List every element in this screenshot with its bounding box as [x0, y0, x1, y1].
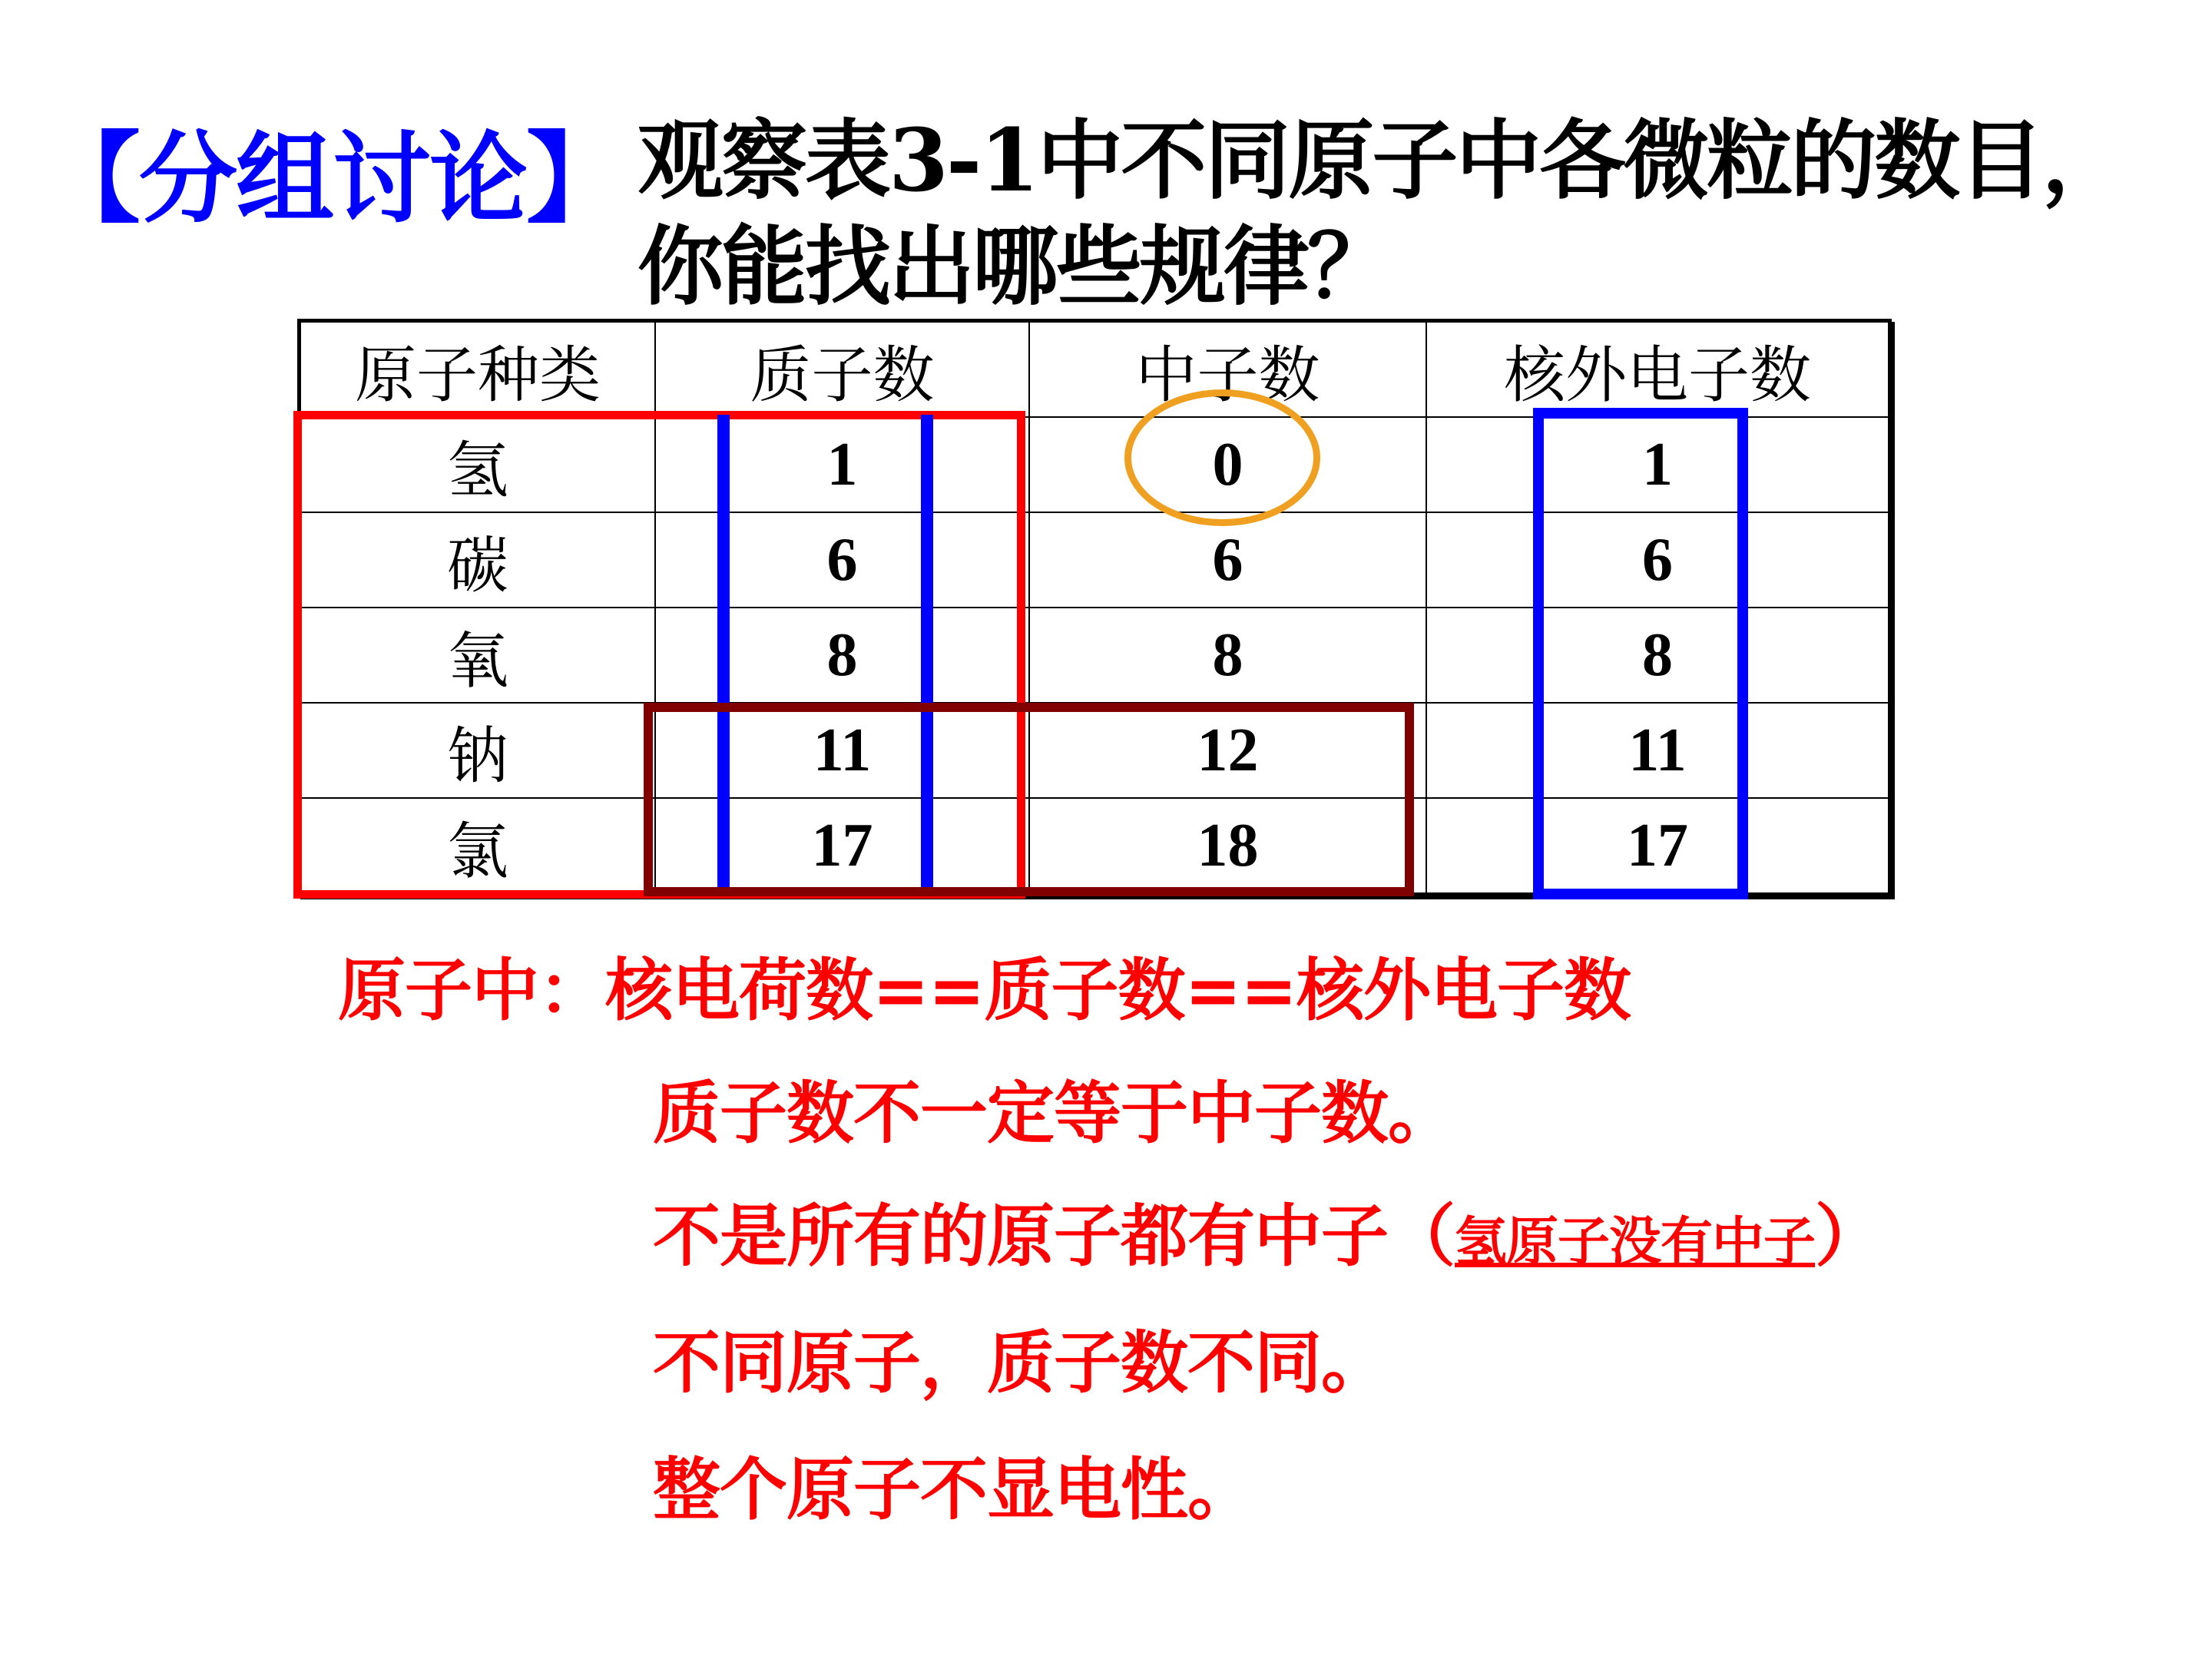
atom-name: 氧 [300, 608, 656, 703]
conclusion-line-3-close: ） [1815, 1197, 1883, 1276]
proton-count: 1 [655, 417, 1029, 512]
neutron-count: 12 [1029, 703, 1426, 798]
neutron-count: 0 [1029, 417, 1426, 512]
electron-column-highlight-box [1533, 408, 1748, 899]
header-atom-type: 原子种类 [300, 321, 656, 418]
proton-count: 17 [655, 798, 1029, 895]
atom-name: 氯 [300, 798, 656, 895]
electron-count: 6 [1426, 512, 1890, 608]
neutron-count: 18 [1029, 798, 1426, 895]
conclusion-line-3 [653, 1183, 1882, 1280]
table-header-row [300, 321, 1890, 418]
electron-count: 17 [1426, 798, 1890, 895]
conclusion-line-5: 整个原子不显电性。 [653, 1450, 1255, 1529]
question-line-1: 观察表3-1中不同原子中各微粒的数目， [637, 111, 2126, 211]
atom-name: 碳 [300, 512, 656, 608]
header-neutrons: 中子数 [1029, 321, 1426, 418]
discussion-tag: 【分组讨论】 [42, 122, 624, 237]
proton-count: 6 [655, 512, 1029, 608]
header-protons: 质子数 [655, 321, 1029, 418]
conclusion-line-4: 不同原子，质子数不同。 [653, 1323, 1389, 1402]
neutron-count: 6 [1029, 512, 1426, 608]
question-line-2: 你能找出哪些规律？ [637, 217, 1391, 317]
conclusion-line-1: 原子中：核电荷数==质子数==核外电子数 [338, 951, 1631, 1030]
electron-count: 1 [1426, 417, 1890, 512]
sodium-chlorine-highlight-box [644, 703, 1414, 896]
hydrogen-neutron-circle [1124, 389, 1320, 526]
proton-count: 8 [655, 608, 1029, 703]
conclusion-line-3-underlined: 氢原子没有中子 [1455, 1212, 1816, 1273]
electron-count: 8 [1426, 608, 1890, 703]
electron-count: 11 [1426, 703, 1890, 798]
atom-name: 氢 [300, 417, 656, 512]
conclusion-line-2: 质子数不一定等于中子数。 [653, 1074, 1455, 1153]
proton-count: 11 [655, 703, 1029, 798]
atom-name: 钠 [300, 703, 656, 798]
conclusion-line-3-text: 不是所有的原子都有中子（ [653, 1197, 1455, 1276]
neutron-count: 8 [1029, 608, 1426, 703]
header-electrons: 核外电子数 [1426, 321, 1890, 418]
